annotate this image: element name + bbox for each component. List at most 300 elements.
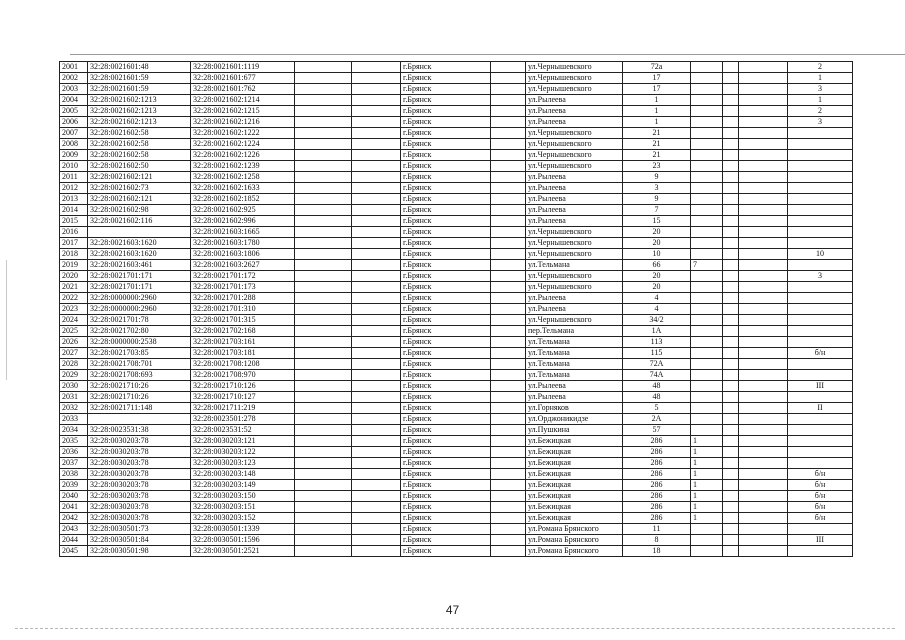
cadastral-number-cell: 32:28:0021602:1215 [191, 106, 295, 117]
table-row [60, 436, 853, 447]
empty-cell [352, 403, 401, 414]
street-cell: ул.Рылеева [526, 106, 623, 117]
street-cell: ул.Рылеева [526, 216, 623, 227]
empty-cell [491, 128, 526, 139]
empty-cell [739, 535, 788, 546]
parent-cadastral-cell: 32:28:0021701:171 [88, 282, 191, 293]
bottom-rule [15, 628, 895, 629]
building-cell: 1 [691, 436, 723, 447]
empty-cell [739, 194, 788, 205]
table-row [60, 414, 853, 425]
building-cell: 1 [691, 491, 723, 502]
row-number-cell: 2027 [60, 348, 88, 359]
cadastral-number-cell: 32:28:0021703:181 [191, 348, 295, 359]
table-row [60, 403, 853, 414]
empty-cell [295, 392, 352, 403]
parent-cadastral-cell: 32:28:0021703:85 [88, 348, 191, 359]
row-number-cell: 2020 [60, 271, 88, 282]
house-cell: 1 [623, 95, 691, 106]
city-cell: г.Брянск [401, 293, 491, 304]
house-cell: 10 [623, 249, 691, 260]
parent-cadastral-cell: 32:28:0021602:73 [88, 183, 191, 194]
street-cell: ул.Рылеева [526, 293, 623, 304]
empty-cell [295, 128, 352, 139]
empty-cell [491, 73, 526, 84]
cadastral-number-cell: 32:28:0021602:1222 [191, 128, 295, 139]
empty-cell [723, 84, 739, 95]
empty-cell [739, 260, 788, 271]
parent-cadastral-cell [88, 227, 191, 238]
empty-cell [352, 414, 401, 425]
table-row [60, 535, 853, 546]
row-number-cell: 2041 [60, 502, 88, 513]
cadastral-number-cell: 32:28:0030203:150 [191, 491, 295, 502]
empty-cell [491, 403, 526, 414]
cadastral-number-cell: 32:28:0030203:152 [191, 513, 295, 524]
house-cell: 286 [623, 458, 691, 469]
row-number-cell: 2031 [60, 392, 88, 403]
empty-cell [739, 216, 788, 227]
building-cell [691, 128, 723, 139]
building-cell [691, 117, 723, 128]
row-number-cell: 2042 [60, 513, 88, 524]
table-row [60, 425, 853, 436]
city-cell: г.Брянск [401, 425, 491, 436]
top-rule [70, 54, 905, 55]
house-cell: 34/2 [623, 315, 691, 326]
city-cell: г.Брянск [401, 491, 491, 502]
street-cell: ул.Рылеева [526, 194, 623, 205]
empty-cell [739, 348, 788, 359]
street-cell: ул.Бежицкая [526, 502, 623, 513]
empty-cell [491, 513, 526, 524]
empty-cell [723, 359, 739, 370]
house-cell: 57 [623, 425, 691, 436]
empty-cell [352, 73, 401, 84]
empty-cell [352, 293, 401, 304]
empty-cell [723, 535, 739, 546]
cadastral-number-cell: 32:28:0021601:762 [191, 84, 295, 95]
flat-cell [788, 128, 853, 139]
building-cell [691, 304, 723, 315]
empty-cell [491, 95, 526, 106]
empty-cell [295, 249, 352, 260]
flat-cell [788, 304, 853, 315]
flat-cell [788, 326, 853, 337]
street-cell: ул.Тельмана [526, 348, 623, 359]
empty-cell [723, 150, 739, 161]
empty-cell [295, 238, 352, 249]
empty-cell [352, 502, 401, 513]
building-cell: 1 [691, 458, 723, 469]
empty-cell [352, 469, 401, 480]
house-cell: 286 [623, 469, 691, 480]
city-cell: г.Брянск [401, 348, 491, 359]
cadastral-number-cell: 32:28:0021602:1214 [191, 95, 295, 106]
row-number-cell: 2024 [60, 315, 88, 326]
empty-cell [739, 403, 788, 414]
cadastral-number-cell: 32:28:0030203:122 [191, 447, 295, 458]
empty-cell [723, 546, 739, 557]
flat-cell [788, 293, 853, 304]
empty-cell [739, 436, 788, 447]
cadastral-number-cell: 32:28:0030501:1339 [191, 524, 295, 535]
cadastral-number-cell: 32:28:0021601:1119 [191, 62, 295, 73]
city-cell: г.Брянск [401, 260, 491, 271]
empty-cell [723, 95, 739, 106]
empty-cell [739, 183, 788, 194]
empty-cell [723, 447, 739, 458]
street-cell: ул.Рылеева [526, 172, 623, 183]
empty-cell [352, 447, 401, 458]
empty-cell [491, 315, 526, 326]
empty-cell [491, 348, 526, 359]
empty-cell [739, 161, 788, 172]
street-cell: ул.Рылеева [526, 183, 623, 194]
flat-cell: б/н [788, 480, 853, 491]
street-cell: ул.Чернышевского [526, 227, 623, 238]
street-cell: ул.Чернышевского [526, 271, 623, 282]
house-cell: 3 [623, 183, 691, 194]
street-cell: ул.Бежицкая [526, 513, 623, 524]
empty-cell [352, 205, 401, 216]
empty-cell [295, 315, 352, 326]
row-number-cell: 2043 [60, 524, 88, 535]
flat-cell [788, 524, 853, 535]
table-row [60, 447, 853, 458]
street-cell: ул.Бежицкая [526, 447, 623, 458]
flat-cell: 1 [788, 73, 853, 84]
empty-cell [723, 62, 739, 73]
empty-cell [723, 128, 739, 139]
parent-cadastral-cell: 32:28:0021702:80 [88, 326, 191, 337]
empty-cell [491, 260, 526, 271]
city-cell: г.Брянск [401, 403, 491, 414]
empty-cell [491, 414, 526, 425]
cadastral-number-cell: 32:28:0021602:1852 [191, 194, 295, 205]
row-number-cell: 2011 [60, 172, 88, 183]
empty-cell [295, 458, 352, 469]
flat-cell [788, 227, 853, 238]
empty-cell [352, 480, 401, 491]
table-row [60, 260, 853, 271]
flat-cell [788, 238, 853, 249]
city-cell: г.Брянск [401, 447, 491, 458]
house-cell: 9 [623, 194, 691, 205]
empty-cell [723, 227, 739, 238]
table-row [60, 150, 853, 161]
empty-cell [295, 469, 352, 480]
cadastral-number-cell: 32:28:0023501:278 [191, 414, 295, 425]
house-cell: 1 [623, 106, 691, 117]
street-cell: ул.Чернышевского [526, 139, 623, 150]
empty-cell [491, 524, 526, 535]
empty-cell [491, 359, 526, 370]
empty-cell [295, 161, 352, 172]
building-cell [691, 161, 723, 172]
empty-cell [723, 403, 739, 414]
city-cell: г.Брянск [401, 238, 491, 249]
flat-cell [788, 216, 853, 227]
cadastral-number-cell: 32:28:0030203:121 [191, 436, 295, 447]
empty-cell [723, 238, 739, 249]
table-row [60, 84, 853, 95]
flat-cell: II [788, 403, 853, 414]
building-cell [691, 84, 723, 95]
city-cell: г.Брянск [401, 304, 491, 315]
empty-cell [295, 370, 352, 381]
parent-cadastral-cell: 32:28:0021601:59 [88, 84, 191, 95]
parent-cadastral-cell: 32:28:0030501:98 [88, 546, 191, 557]
building-cell [691, 546, 723, 557]
flat-cell: 2 [788, 62, 853, 73]
empty-cell [352, 491, 401, 502]
empty-cell [352, 117, 401, 128]
empty-cell [739, 304, 788, 315]
table-row [60, 546, 853, 557]
table-row [60, 205, 853, 216]
empty-cell [295, 194, 352, 205]
row-number-cell: 2015 [60, 216, 88, 227]
street-cell: ул.Чернышевского [526, 315, 623, 326]
cadastral-number-cell: 32:28:0021602:996 [191, 216, 295, 227]
house-cell: 21 [623, 150, 691, 161]
building-cell [691, 348, 723, 359]
table-row [60, 392, 853, 403]
cadastral-number-cell: 32:28:0021602:1258 [191, 172, 295, 183]
register-table [59, 61, 853, 557]
city-cell: г.Брянск [401, 513, 491, 524]
row-number-cell: 2036 [60, 447, 88, 458]
empty-cell [739, 106, 788, 117]
parent-cadastral-cell: 32:28:0030203:78 [88, 436, 191, 447]
parent-cadastral-cell: 32:28:0021602:1213 [88, 95, 191, 106]
building-cell [691, 293, 723, 304]
parent-cadastral-cell: 32:28:0030203:78 [88, 502, 191, 513]
cadastral-number-cell: 32:28:0021602:1216 [191, 117, 295, 128]
table-row [60, 128, 853, 139]
empty-cell [352, 172, 401, 183]
flat-cell [788, 458, 853, 469]
row-number-cell: 2001 [60, 62, 88, 73]
city-cell: г.Брянск [401, 73, 491, 84]
building-cell [691, 73, 723, 84]
empty-cell [352, 304, 401, 315]
empty-cell [739, 370, 788, 381]
house-cell: 115 [623, 348, 691, 359]
empty-cell [295, 293, 352, 304]
cadastral-number-cell: 32:28:0021603:1806 [191, 249, 295, 260]
parent-cadastral-cell: 32:28:0021711:148 [88, 403, 191, 414]
table-row [60, 513, 853, 524]
row-number-cell: 2039 [60, 480, 88, 491]
empty-cell [723, 513, 739, 524]
table-row [60, 293, 853, 304]
cadastral-number-cell: 32:28:0030203:151 [191, 502, 295, 513]
row-number-cell: 2016 [60, 227, 88, 238]
house-cell: 74А [623, 370, 691, 381]
empty-cell [723, 73, 739, 84]
flat-cell [788, 392, 853, 403]
empty-cell [723, 172, 739, 183]
empty-cell [295, 304, 352, 315]
row-number-cell: 2040 [60, 491, 88, 502]
empty-cell [295, 436, 352, 447]
empty-cell [739, 205, 788, 216]
cadastral-number-cell: 32:28:0030203:149 [191, 480, 295, 491]
building-cell: 1 [691, 513, 723, 524]
building-cell [691, 326, 723, 337]
cadastral-number-cell: 32:28:0021602:925 [191, 205, 295, 216]
building-cell [691, 271, 723, 282]
building-cell: 1 [691, 469, 723, 480]
empty-cell [723, 216, 739, 227]
empty-cell [491, 326, 526, 337]
street-cell: ул.Бежицкая [526, 480, 623, 491]
flat-cell [788, 150, 853, 161]
house-cell: 286 [623, 491, 691, 502]
table-row [60, 502, 853, 513]
house-cell: 286 [623, 436, 691, 447]
table-row [60, 249, 853, 260]
parent-cadastral-cell: 32:28:0021603:1620 [88, 249, 191, 260]
cadastral-number-cell: 32:28:0021602:1633 [191, 183, 295, 194]
empty-cell [723, 282, 739, 293]
empty-cell [491, 172, 526, 183]
empty-cell [723, 315, 739, 326]
empty-cell [295, 403, 352, 414]
building-cell [691, 95, 723, 106]
flat-cell [788, 425, 853, 436]
empty-cell [491, 282, 526, 293]
empty-cell [739, 282, 788, 293]
empty-cell [723, 194, 739, 205]
parent-cadastral-cell: 32:28:0021602:121 [88, 172, 191, 183]
flat-cell [788, 161, 853, 172]
row-number-cell: 2028 [60, 359, 88, 370]
house-cell: 5 [623, 403, 691, 414]
empty-cell [723, 106, 739, 117]
empty-cell [352, 458, 401, 469]
empty-cell [739, 381, 788, 392]
row-number-cell: 2029 [60, 370, 88, 381]
house-cell: 20 [623, 238, 691, 249]
empty-cell [295, 172, 352, 183]
building-cell [691, 62, 723, 73]
empty-cell [491, 546, 526, 557]
empty-cell [491, 304, 526, 315]
parent-cadastral-cell: 32:28:0030501:73 [88, 524, 191, 535]
flat-cell: б/н [788, 513, 853, 524]
empty-cell [739, 414, 788, 425]
city-cell: г.Брянск [401, 326, 491, 337]
building-cell [691, 216, 723, 227]
empty-cell [491, 469, 526, 480]
empty-cell [723, 139, 739, 150]
parent-cadastral-cell: 32:28:0000000:2960 [88, 293, 191, 304]
building-cell [691, 249, 723, 260]
flat-cell [788, 370, 853, 381]
parent-cadastral-cell: 32:28:0021601:59 [88, 73, 191, 84]
cadastral-number-cell: 32:28:0021708:1208 [191, 359, 295, 370]
row-number-cell: 2025 [60, 326, 88, 337]
empty-cell [739, 293, 788, 304]
empty-cell [295, 84, 352, 95]
table-row [60, 216, 853, 227]
building-cell: 1 [691, 480, 723, 491]
empty-cell [723, 524, 739, 535]
empty-cell [295, 491, 352, 502]
row-number-cell: 2018 [60, 249, 88, 260]
empty-cell [723, 117, 739, 128]
building-cell [691, 194, 723, 205]
building-cell [691, 359, 723, 370]
building-cell [691, 205, 723, 216]
empty-cell [491, 425, 526, 436]
cadastral-number-cell: 32:28:0021601:677 [191, 73, 295, 84]
empty-cell [491, 436, 526, 447]
house-cell: 21 [623, 139, 691, 150]
empty-cell [739, 95, 788, 106]
table-row [60, 480, 853, 491]
parent-cadastral-cell: 32:28:0021710:26 [88, 381, 191, 392]
house-cell: 48 [623, 381, 691, 392]
empty-cell [491, 249, 526, 260]
empty-cell [739, 84, 788, 95]
city-cell: г.Брянск [401, 381, 491, 392]
row-number-cell: 2010 [60, 161, 88, 172]
empty-cell [295, 183, 352, 194]
city-cell: г.Брянск [401, 524, 491, 535]
empty-cell [491, 271, 526, 282]
empty-cell [295, 381, 352, 392]
empty-cell [491, 491, 526, 502]
empty-cell [295, 348, 352, 359]
city-cell: г.Брянск [401, 227, 491, 238]
table-row [60, 172, 853, 183]
building-cell [691, 425, 723, 436]
cadastral-number-cell: 32:28:0021702:168 [191, 326, 295, 337]
empty-cell [352, 62, 401, 73]
city-cell: г.Брянск [401, 183, 491, 194]
cadastral-number-cell: 32:28:0030203:123 [191, 458, 295, 469]
empty-cell [352, 348, 401, 359]
street-cell: ул.Чернышевского [526, 238, 623, 249]
empty-cell [295, 447, 352, 458]
empty-cell [739, 425, 788, 436]
street-cell: ул.Чернышевского [526, 73, 623, 84]
flat-cell: III [788, 381, 853, 392]
city-cell: г.Брянск [401, 414, 491, 425]
city-cell: г.Брянск [401, 370, 491, 381]
row-number-cell: 2002 [60, 73, 88, 84]
street-cell: ул.Рылеева [526, 95, 623, 106]
house-cell: 8 [623, 535, 691, 546]
empty-cell [739, 238, 788, 249]
empty-cell [723, 436, 739, 447]
house-cell: 20 [623, 227, 691, 238]
empty-cell [723, 326, 739, 337]
empty-cell [739, 150, 788, 161]
parent-cadastral-cell: 32:28:0021701:171 [88, 271, 191, 282]
empty-cell [739, 249, 788, 260]
table-row [60, 458, 853, 469]
cadastral-number-cell: 32:28:0021708:970 [191, 370, 295, 381]
table-row [60, 469, 853, 480]
flat-cell [788, 205, 853, 216]
empty-cell [295, 513, 352, 524]
house-cell: 11 [623, 524, 691, 535]
